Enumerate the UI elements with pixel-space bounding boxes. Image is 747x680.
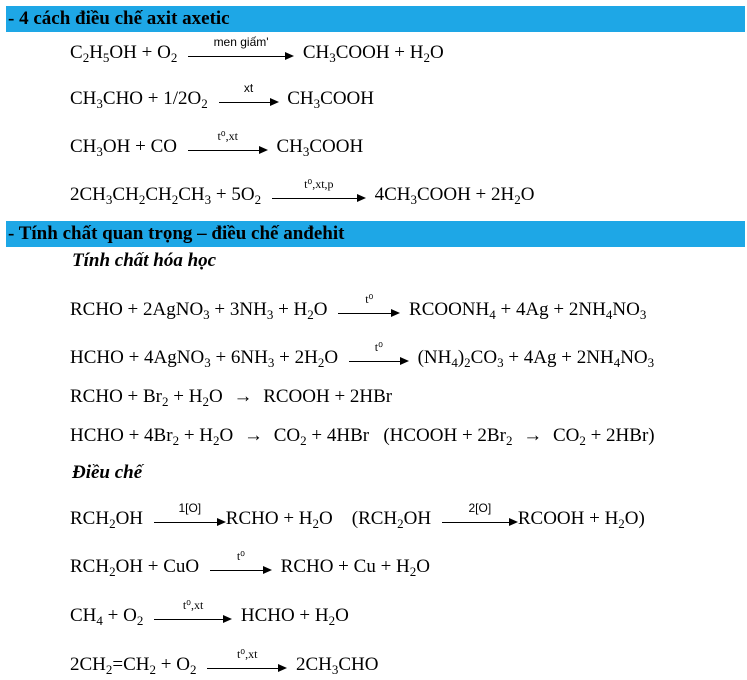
equation-2: $CH_3CHO + 1/2O_2$ xt $CH_3COOH$ <box>70 80 374 111</box>
reaction-arrow <box>154 597 232 623</box>
reaction-arrow: → <box>523 425 543 446</box>
reaction-arrow <box>210 548 272 574</box>
reaction-arrow <box>349 339 409 365</box>
reaction-condition: t⁰,xt <box>182 597 204 612</box>
equation-6: HCHO + 4AgNO$_3$ + $6NH_3 + 2H_2O$ t⁰ $(NH_4)_2CO_3 + 4Ag + 2NH_4NO_3$ <box>70 339 655 370</box>
reaction-arrow <box>188 34 294 60</box>
reaction-condition: t⁰ <box>365 291 374 306</box>
equation-3: $CH_3OH$ + CO t⁰,xt $CH_3COOH$ <box>70 128 364 159</box>
equation-5: RCHO + 2AgNO$_3$ + $3NH_3 + H_2O$ t⁰ $RCOONH_4 + 4Ag + 2NH_4NO_3$ <box>70 291 647 322</box>
equation-4: $2CH_3CH_2CH_2CH_3 + 5O_2$ t⁰,xt,p $4CH_3COOH + 2H_2O$ <box>70 176 535 207</box>
section-header-andehit <box>6 221 745 247</box>
reaction-condition: t⁰,xt <box>217 128 238 143</box>
equation-11: $CH_4 + O_2$ t⁰,xt HCHO + $H_2O$ <box>70 597 349 628</box>
reaction-condition: t⁰ <box>374 339 383 354</box>
reaction-arrow: → <box>243 425 263 446</box>
equation-8: HCHO + $4Br_2 + H_2O \to CO_2 + 4HBr$ (HCOOH + $2Br_2 \to CO_2 + 2HBr$) <box>70 425 655 448</box>
equation-10: $RCH_2OH$ + CuO t⁰ RCHO + $Cu + H_2O$ <box>70 548 430 579</box>
equation-7: RCHO + $Br_2 + H_2O$ → RCOOH + 2HBr <box>70 386 393 409</box>
reaction-condition: men giấm' <box>213 34 269 49</box>
reaction-condition: 1[O] <box>178 500 202 515</box>
reaction-arrow <box>442 500 518 526</box>
reaction-arrow <box>207 646 287 672</box>
reaction-condition: t⁰ <box>236 548 245 563</box>
equation-12: $2CH_2=CH_2 + O_2$ t⁰,xt $2CH_3CHO$ <box>70 646 379 677</box>
reaction-condition: xt <box>243 80 254 95</box>
reaction-arrow: → <box>233 386 253 407</box>
section-title: - 4 cách điều chế axit axetic <box>8 8 230 29</box>
reaction-arrow <box>272 176 366 202</box>
section-header-axetic <box>6 6 745 32</box>
reaction-arrow <box>188 128 268 154</box>
subheading-chemical-properties: Tính chất hóa học <box>72 250 217 271</box>
reaction-arrow <box>338 291 400 317</box>
section-title: - Tính chất quan trọng – điều chế anđehit <box>8 223 345 244</box>
reaction-arrow <box>154 500 226 526</box>
equation-1: $C_2H_5OH + O_2$ men giấm' $CH_3COOH + H_2O$ <box>70 34 444 65</box>
reaction-arrow <box>219 80 279 106</box>
subheading-preparation: Điều chế <box>72 462 143 483</box>
reaction-condition: t⁰,xt,p <box>304 176 334 191</box>
equation-9: $RCH_2OH$ 1[O] RCHO + $H_2O$ ($RCH_2OH$ 2[O] RCOOH + $H_2O$) <box>70 500 645 531</box>
reaction-condition: 2[O] <box>468 500 492 515</box>
reaction-condition: t⁰,xt <box>236 646 258 661</box>
